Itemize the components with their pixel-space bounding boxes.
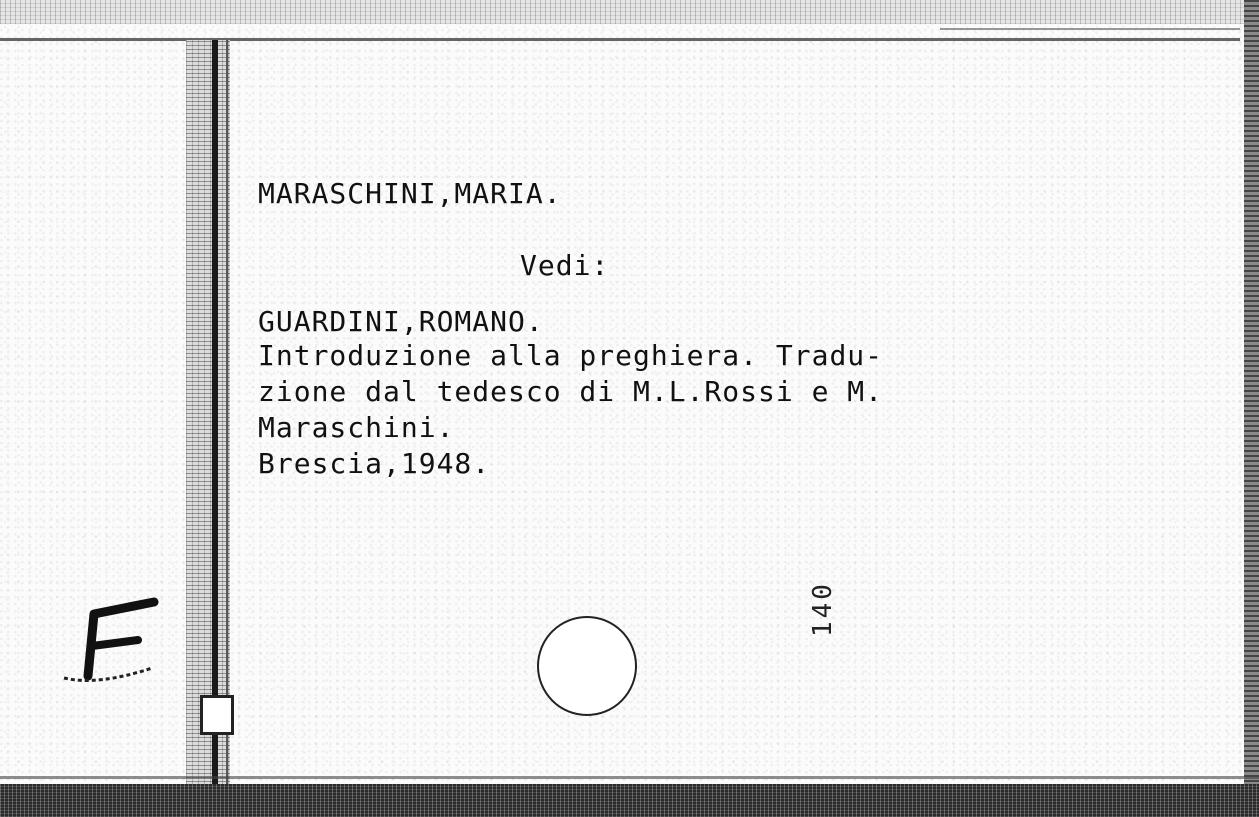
binding-notch: [200, 695, 234, 735]
handwritten-f-mark: [58, 596, 168, 686]
binding-rule-secondary: [226, 40, 228, 790]
see-also-label: Vedi:: [520, 249, 610, 282]
scan-bottom-band: [0, 784, 1259, 817]
reference-line: Brescia,1948.: [258, 447, 491, 480]
reference-line: Maraschini.: [258, 411, 455, 444]
reference-author: GUARDINI,ROMANO.: [258, 305, 544, 338]
binding-strip: [186, 40, 230, 790]
card-heading: MARASCHINI,MARIA.: [258, 177, 562, 210]
card-number-text: 140: [808, 581, 838, 637]
reference-line: Introduzione alla preghiera. Tradu-: [258, 339, 884, 372]
binding-rule: [212, 40, 218, 790]
scan-top-band: [0, 0, 1259, 24]
card-bottom-edge: [0, 776, 1259, 779]
card-number: [808, 575, 844, 637]
reference-line: zione dal tedesco di M.L.Rossi e M.: [258, 375, 884, 408]
scan-right-edge: [1244, 0, 1259, 817]
punch-hole: [537, 616, 637, 716]
card-top-edge-secondary: [940, 28, 1240, 30]
